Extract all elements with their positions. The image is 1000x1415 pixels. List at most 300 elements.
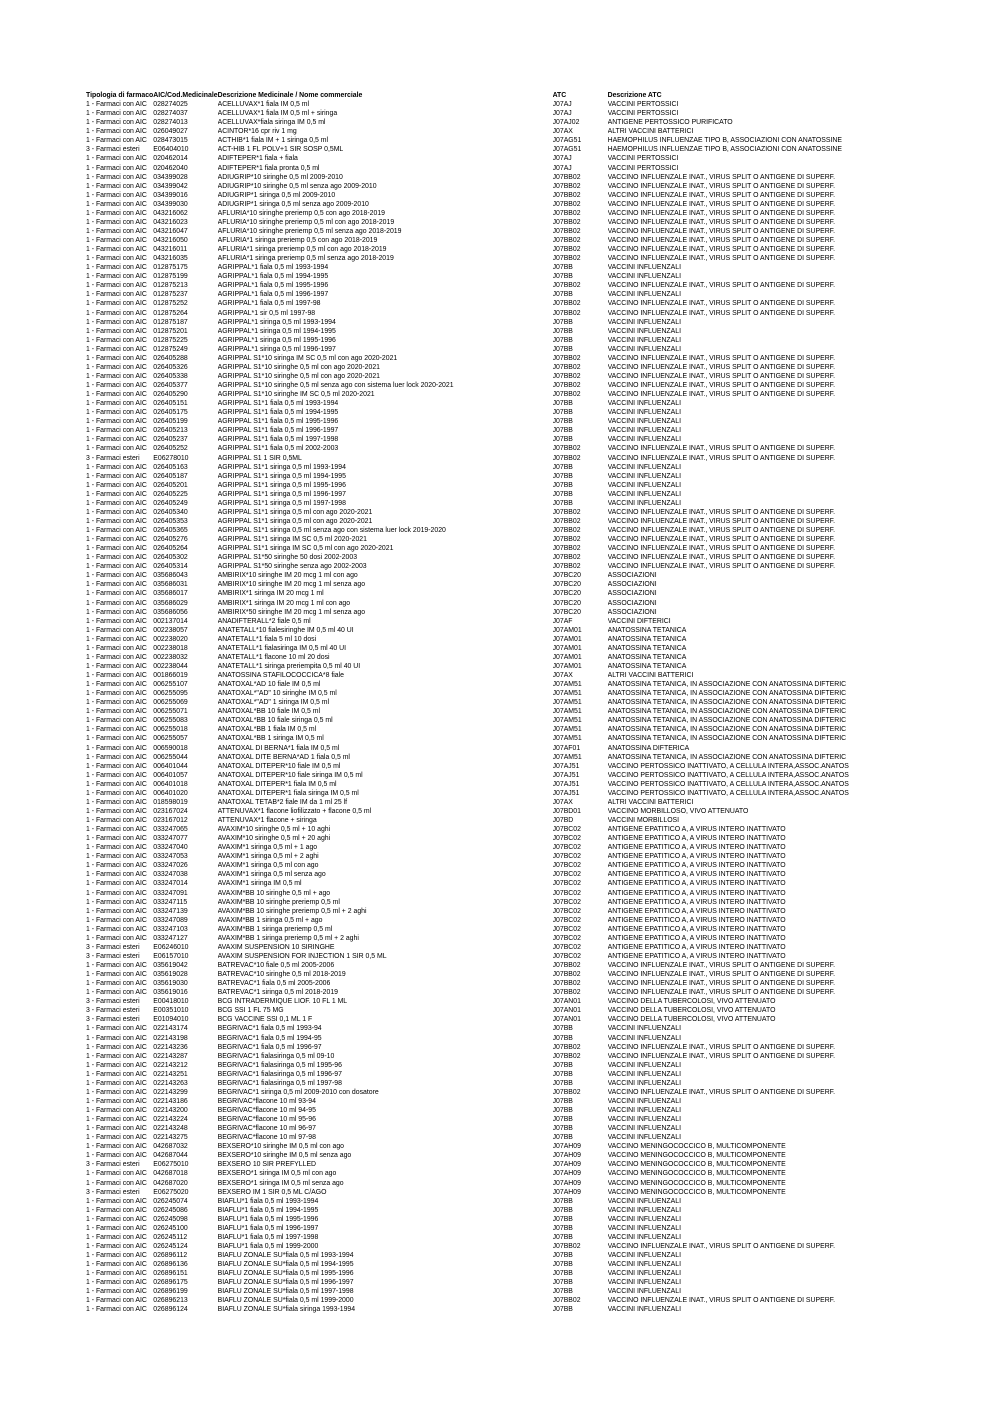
cell-descrizione-atc: ANATOSSINA TETANICA — [607, 662, 687, 670]
cell-descrizione-atc: VACCINO INFLUENZALE INAT., VIRUS SPLIT O ANTIGENE DI SUPERF. — [607, 200, 836, 208]
cell-aic: 043216023 — [153, 218, 188, 226]
cell-descrizione: ADIUGRIP*1 siringa 0,5 ml 2009-2010 — [217, 191, 336, 199]
cell-descrizione-atc: VACCINO INFLUENZALE INAT., VIRUS SPLIT O ANTIGENE DI SUPERF. — [607, 173, 836, 181]
cell-aic: 026405326 — [153, 363, 188, 371]
table-row — [86, 381, 948, 390]
cell-descrizione-atc: VACCINO MENINGOCOCCICO B, MULTICOMPONENTE — [607, 1188, 786, 1196]
cell-atc: J07BB02 — [552, 554, 581, 562]
cell-aic: 026405252 — [153, 445, 188, 453]
cell-descrizione-atc: ANTIGENE EPATITICO A, A VIRUS INTERO INATTIVATO — [607, 871, 786, 879]
cell-descrizione: ANATOXAL DITEPER*1 fiala siringa IM 0,5 ml — [217, 789, 359, 797]
table-row — [86, 290, 948, 299]
table-row — [86, 599, 948, 608]
table-row — [86, 544, 948, 553]
cell-atc: J07AN01 — [552, 1016, 581, 1024]
cell-descrizione: BIAFLU*1 fiala 0,5 ml 1995-1996 — [217, 1215, 319, 1223]
cell-descrizione: AGRIPPAL*1 sir 0,5 ml 1997-98 — [217, 309, 316, 317]
cell-descrizione-atc: VACCINO MENINGOCOCCICO B, MULTICOMPONENTE — [607, 1161, 786, 1169]
cell-descrizione: AGRIPPAL S1*1 siringa 0,5 ml con ago 2020-2021 — [217, 517, 373, 525]
table-row — [86, 535, 948, 544]
cell-atc: J07BD01 — [552, 807, 581, 815]
cell-aic: 026896112 — [153, 1252, 188, 1259]
cell-descrizione: AGRIPPAL S1*10 siringa IM SC 0,5 ml con ago 2020-2021 — [217, 354, 398, 362]
cell-descrizione: BATREVAC*10 fiale 0,5 ml 2005-2006 — [217, 962, 335, 969]
cell-atc: J07BB02 — [552, 354, 581, 362]
cell-aic: 006255095 — [153, 690, 188, 698]
table-row — [86, 526, 948, 535]
cell-aic: 035686031 — [153, 581, 188, 589]
cell-tipologia: 1 - Farmaci con AIC — [86, 237, 147, 244]
cell-atc: J07BB — [552, 463, 573, 471]
cell-descrizione-atc: ANATOSSINA TETANICA — [607, 653, 687, 661]
cell-descrizione-atc: VACCINI INFLUENZALI — [607, 409, 681, 417]
cell-tipologia: 1 - Farmaci con AIC — [86, 318, 147, 326]
cell-aic: 022143299 — [153, 1088, 188, 1096]
cell-tipologia: 1 - Farmaci con AIC — [86, 273, 147, 281]
cell-descrizione: ANATOXAL*BB 1 siringa IM 0,5 ml — [217, 735, 324, 743]
cell-aic: 035619030 — [153, 980, 188, 988]
cell-descrizione-atc: ANATOSSINA TETANICA — [607, 635, 687, 643]
cell-descrizione: BEGRIVAC*flacone 10 ml 97-98 — [217, 1134, 316, 1142]
cell-descrizione: AVAXIM*BB 1 siringa 0,5 ml + ago — [217, 916, 323, 924]
cell-aic: 026405290 — [153, 391, 188, 399]
cell-descrizione: ANATETALL*1 flacone 10 ml 20 dosi — [217, 653, 330, 661]
cell-atc: J07BB02 — [552, 517, 581, 525]
cell-descrizione: ANATOXAL DITEPER*10 fiale siringa IM 0,5 ml — [217, 771, 363, 779]
cell-atc: J07BD — [552, 817, 574, 824]
cell-aic: 026405288 — [153, 354, 188, 362]
cell-tipologia: 1 - Farmaci con AIC — [86, 1025, 147, 1033]
cell-descrizione: ANADIFTERALL*2 fiale 0,5 ml — [217, 617, 311, 625]
cell-aic: 026405365 — [153, 527, 188, 534]
cell-aic: 002238018 — [153, 644, 188, 652]
cell-descrizione-atc: VACCINO INFLUENZALE INAT., VIRUS SPLIT O ANTIGENE DI SUPERF. — [607, 1052, 836, 1060]
cell-atc: J07BB — [552, 490, 573, 498]
table-row — [86, 1097, 948, 1106]
cell-atc: J07AM01 — [552, 662, 582, 670]
cell-descrizione-atc: VACCINO MORBILLOSO, VIVO ATTENUATO — [607, 807, 749, 815]
cell-aic: 026405338 — [153, 372, 188, 380]
cell-atc: J07AJ — [552, 164, 572, 172]
cell-descrizione-atc: VACCINI INFLUENZALI — [607, 264, 681, 272]
table-row — [86, 1034, 948, 1043]
cell-descrizione: AGRIPPAL S1*1 fiala 0,5 ml 2002-2003 — [217, 445, 339, 453]
cell-tipologia: 1 - Farmaci con AIC — [86, 880, 147, 888]
cell-aic: 022143248 — [153, 1125, 188, 1133]
cell-descrizione-atc: ANTIGENE EPATITICO A, A VIRUS INTERO INATTIVATO — [607, 862, 786, 870]
column-header-descrizione-atc: Descrizione ATC — [607, 92, 662, 99]
cell-tipologia: 1 - Farmaci con AIC — [86, 463, 147, 471]
cell-aic: 042687020 — [153, 1179, 188, 1187]
cell-aic: 043216050 — [153, 237, 188, 244]
cell-aic: 022143275 — [153, 1134, 188, 1142]
cell-descrizione-atc: VACCINO INFLUENZALE INAT., VIRUS SPLIT O ANTIGENE DI SUPERF. — [607, 971, 836, 979]
cell-tipologia: 1 - Farmaci con AIC — [86, 826, 147, 834]
cell-atc: J07BB02 — [552, 989, 581, 997]
cell-atc: J07AJ51 — [552, 789, 580, 797]
cell-atc: J07BB — [552, 1025, 573, 1033]
cell-aic: 006255057 — [153, 735, 188, 743]
cell-descrizione: ANATOXAL*"AD" 1 siringa IM 0,5 ml — [217, 699, 330, 707]
cell-atc: J07BB02 — [552, 209, 581, 217]
cell-descrizione: AGRIPPAL S1*1 fiala 0,5 ml 1993-1994 — [217, 400, 339, 408]
cell-descrizione: ANATOXAL DITEPER*1 fiala IM 0,5 ml — [217, 780, 337, 788]
cell-descrizione: AGRIPPAL S1*10 siringhe 0,5 ml senza ago con sistema luer lock 2020-2021 — [217, 382, 454, 389]
cell-atc: J07BB — [552, 436, 573, 444]
cell-descrizione: AMBIRIX*1 siringa IM 20 mcg 1 ml — [217, 590, 324, 598]
cell-tipologia: 1 - Farmaci con AIC — [86, 925, 147, 933]
table-row — [86, 182, 948, 191]
cell-tipologia: 1 - Farmaci con AIC — [86, 445, 147, 453]
cell-tipologia: 1 - Farmaci con AIC — [86, 1279, 147, 1287]
cell-tipologia: 1 - Farmaci con AIC — [86, 1070, 147, 1078]
cell-aic: 023167024 — [153, 807, 188, 815]
cell-aic: 033247065 — [153, 826, 188, 834]
cell-descrizione: AFLURIA*10 siringhe preriemp 0,5 con ago 2018-2019 — [217, 209, 385, 217]
table-row — [86, 173, 948, 182]
cell-descrizione: ATTENUVAX*1 flacone liofilizzato + flacone 0,5 ml — [217, 807, 372, 815]
cell-descrizione: BIAFLU*1 fiala 0,5 ml 1997-1998 — [217, 1233, 319, 1241]
cell-aic: 022143236 — [153, 1043, 188, 1051]
table-row — [86, 653, 948, 662]
cell-atc: J07AH09 — [552, 1188, 581, 1196]
cell-atc: J07AM01 — [552, 644, 582, 652]
cell-aic: 043216047 — [153, 227, 188, 235]
cell-descrizione-atc: ASSOCIAZIONI — [607, 599, 657, 607]
cell-descrizione-atc: VACCINI INFLUENZALI — [607, 481, 681, 489]
cell-tipologia: 1 - Farmaci con AIC — [86, 1252, 147, 1259]
table-row — [86, 1024, 948, 1033]
cell-descrizione: AGRIPPAL*1 fiala 0,5 ml 1997-98 — [217, 300, 321, 308]
cell-descrizione-atc: VACCINI INFLUENZALI — [607, 1233, 681, 1241]
table-row — [86, 979, 948, 988]
cell-atc: J07BB02 — [552, 391, 581, 399]
cell-descrizione: BATREVAC*1 fiala 0,5 ml 2005-2006 — [217, 980, 331, 988]
cell-descrizione-atc: VACCINO INFLUENZALE INAT., VIRUS SPLIT O ANTIGENE DI SUPERF. — [607, 246, 836, 254]
cell-descrizione: AVAXIM*BB 1 siringa preriemp 0,5 ml — [217, 925, 333, 933]
cell-atc: J07BB — [552, 409, 573, 417]
cell-descrizione: ANATOXAL*BB 10 fiale IM 0,5 ml — [217, 708, 320, 716]
cell-tipologia: 3 - Farmaci esteri — [86, 1188, 140, 1196]
cell-descrizione: AFLURIA*10 siringhe preriemp 0,5 ml senza ago 2018-2019 — [217, 227, 402, 235]
table-row — [86, 789, 948, 798]
cell-aic: 012875199 — [153, 273, 188, 281]
cell-tipologia: 1 - Farmaci con AIC — [86, 726, 147, 734]
table-row — [86, 1142, 948, 1151]
table-row — [86, 236, 948, 245]
cell-aic: 026896175 — [153, 1279, 188, 1287]
table-row — [86, 1188, 948, 1197]
table-row — [86, 807, 948, 816]
cell-atc: J07BB — [552, 1034, 573, 1042]
table-row — [86, 834, 948, 843]
cell-aic: 026405302 — [153, 554, 188, 562]
cell-aic: 012875264 — [153, 309, 188, 317]
cell-descrizione: BIAFLU ZONALE SU*fiala 0,5 ml 1997-1998 — [217, 1288, 354, 1296]
table-row — [86, 490, 948, 499]
cell-atc: J07AJ51 — [552, 771, 580, 779]
cell-aic: 033247014 — [153, 880, 188, 888]
cell-aic: 033247127 — [153, 934, 188, 942]
cell-tipologia: 1 - Farmaci con AIC — [86, 780, 147, 788]
cell-atc: J07BB — [552, 1270, 573, 1278]
cell-aic: 035686056 — [153, 608, 188, 616]
cell-atc: J07BC02 — [552, 835, 581, 843]
cell-descrizione: ANATETALL*1 fiala 5 ml 10 dosi — [217, 635, 317, 643]
cell-descrizione: BEGRIVAC*1 fiala 0,5 ml 1996-97 — [217, 1043, 322, 1051]
cell-descrizione-atc: VACCINI INFLUENZALI — [607, 1134, 681, 1142]
cell-descrizione: BEGRIVAC*1 fiala 0,5 ml 1994-95 — [217, 1034, 322, 1042]
table-sheet — [86, 91, 948, 1314]
cell-aic: 026245086 — [153, 1206, 188, 1214]
cell-tipologia: 1 - Farmaci con AIC — [86, 436, 147, 444]
cell-aic: 022143174 — [153, 1025, 188, 1033]
cell-atc: J07BB02 — [552, 1043, 581, 1051]
cell-descrizione-atc: ANATOSSINA TETANICA, IN ASSOCIAZIONE CON ANATOSSINA DIFTERIC — [607, 690, 847, 698]
table-row — [86, 898, 948, 907]
cell-aic: 026405377 — [153, 382, 188, 389]
cell-descrizione-atc: VACCINI INFLUENZALI — [607, 1116, 681, 1124]
column-header-descrizione: Descrizione Medicinale / Nome commerciale — [217, 92, 363, 99]
cell-descrizione: AGRIPPAL S1*1 siringa 0,5 ml 1996-1997 — [217, 490, 346, 498]
cell-aic: 022143287 — [153, 1052, 188, 1060]
cell-tipologia: 1 - Farmaci con AIC — [86, 110, 147, 118]
cell-descrizione-atc: ANATOSSINA DIFTERICA — [607, 744, 690, 752]
table-row — [86, 988, 948, 997]
cell-descrizione: AGRIPPAL S1*1 siringa 0,5 ml con ago 2020-2021 — [217, 508, 373, 516]
cell-descrizione-atc: VACCINO DELLA TUBERCOLOSI, VIVO ATTENUATO — [607, 1016, 776, 1024]
table-row — [86, 227, 948, 236]
cell-atc: J07BB02 — [552, 527, 581, 534]
cell-descrizione-atc: VACCINO PERTOSSICO INATTIVATO, A CELLULA INTERA,ASSOC.ANATOS — [607, 780, 849, 788]
cell-descrizione-atc: VACCINI INFLUENZALI — [607, 427, 681, 435]
cell-descrizione-atc: VACCINO INFLUENZALE INAT., VIRUS SPLIT O ANTIGENE DI SUPERF. — [607, 382, 836, 389]
cell-descrizione: BEGRIVAC*flacone 10 ml 96-97 — [217, 1125, 316, 1133]
cell-descrizione-atc: ASSOCIAZIONI — [607, 608, 657, 616]
cell-descrizione: AMBIRIX*50 siringhe IM 20 mcg 1 ml senza ago — [217, 608, 366, 616]
cell-descrizione-atc: VACCINO INFLUENZALE INAT., VIRUS SPLIT O ANTIGENE DI SUPERF. — [607, 989, 836, 997]
cell-descrizione: BEXSERO*1 siringa IM 0,5 ml con ago — [217, 1170, 337, 1178]
table-row — [86, 272, 948, 281]
cell-tipologia: 1 - Farmaci con AIC — [86, 744, 147, 752]
cell-aic: 043216035 — [153, 255, 188, 263]
cell-descrizione-atc: ASSOCIAZIONI — [607, 572, 657, 580]
cell-atc: J07BB02 — [552, 971, 581, 979]
table-row — [86, 417, 948, 426]
cell-atc: J07AG51 — [552, 146, 582, 154]
cell-aic: 006255069 — [153, 699, 188, 707]
cell-descrizione-atc: VACCINO MENINGOCOCCICO B, MULTICOMPONENTE — [607, 1143, 786, 1151]
cell-descrizione-atc: ANTIGENE EPATITICO A, A VIRUS INTERO INATTIVATO — [607, 844, 786, 852]
cell-aic: 034399016 — [153, 191, 188, 199]
cell-atc: J07AM51 — [552, 690, 582, 698]
cell-atc: J07BB — [552, 1288, 573, 1296]
cell-tipologia: 1 - Farmaci con AIC — [86, 481, 147, 489]
cell-aic: 026245074 — [153, 1197, 188, 1205]
cell-descrizione: AGRIPPAL*1 siringa 0,5 ml 1995-1996 — [217, 336, 336, 344]
cell-tipologia: 3 - Farmaci esteri — [86, 998, 140, 1006]
cell-descrizione: AFLURIA*1 siringa preriemp 0,5 ml senza ago 2018-2019 — [217, 255, 394, 263]
cell-descrizione: ADIFTEPER*1 fiala pronta 0,5 ml — [217, 164, 320, 172]
cell-descrizione: AVAXIM SUSPENSION 10 SIRINGHE — [217, 943, 335, 951]
cell-descrizione-atc: VACCINI INFLUENZALI — [607, 291, 681, 299]
cell-aic: 043216011 — [153, 246, 188, 254]
table-row — [86, 1106, 948, 1115]
cell-descrizione: BATREVAC*1 siringa 0,5 ml 2018-2019 — [217, 989, 338, 997]
cell-descrizione-atc: VACCINI INFLUENZALI — [607, 345, 681, 353]
cell-descrizione: ANATETALL*10 fialesiringhe IM 0,5 ml 40 UI — [217, 626, 354, 634]
table-row — [86, 635, 948, 644]
table-row — [86, 1233, 948, 1242]
cell-aic: 026245100 — [153, 1224, 188, 1232]
table-row — [86, 970, 948, 979]
cell-descrizione: ACELLUVAX*1 fiala IM 0,5 ml — [217, 101, 309, 109]
cell-aic: 026049027 — [153, 128, 188, 136]
cell-descrizione: BEGRIVAC*1 fialasiringa 0,5 ml 1997-98 — [217, 1079, 342, 1087]
cell-descrizione-atc: VACCINO MENINGOCOCCICO B, MULTICOMPONENTE — [607, 1152, 786, 1160]
cell-descrizione-atc: ANTIGENE PERTOSSICO PURIFICATO — [607, 119, 733, 127]
cell-descrizione-atc: ANTIGENE EPATITICO A, A VIRUS INTERO INATTIVATO — [607, 889, 786, 897]
cell-tipologia: 1 - Farmaci con AIC — [86, 418, 147, 426]
cell-descrizione: AGRIPPAL*1 siringa 0,5 ml 1996-1997 — [217, 345, 336, 353]
cell-descrizione-atc: VACCINI INFLUENZALI — [607, 1197, 681, 1205]
table-row — [86, 145, 948, 154]
table-row — [86, 580, 948, 589]
cell-aic: E06275020 — [153, 1188, 189, 1196]
cell-tipologia: 1 - Farmaci con AIC — [86, 572, 147, 580]
cell-tipologia: 1 - Farmaci con AIC — [86, 209, 147, 217]
table-body — [86, 100, 948, 1314]
cell-tipologia: 1 - Farmaci con AIC — [86, 137, 147, 145]
cell-aic: 018598019 — [153, 798, 188, 806]
table-row — [86, 707, 948, 716]
cell-aic: 035619042 — [153, 962, 188, 969]
cell-descrizione-atc: ANATOSSINA TETANICA, IN ASSOCIAZIONE CON ANATOSSINA DIFTERIC — [607, 735, 847, 743]
cell-atc: J07BB — [552, 345, 573, 353]
cell-atc: J07BB — [552, 1306, 573, 1314]
cell-aic: 026405276 — [153, 536, 188, 544]
cell-atc: J07BB02 — [552, 309, 581, 317]
cell-aic: 012875252 — [153, 300, 188, 308]
cell-atc: J07AF01 — [552, 744, 581, 752]
table-row — [86, 363, 948, 372]
cell-descrizione: AVAXIM*1 siringa 0,5 ml + 2 aghi — [217, 853, 319, 861]
table-row — [86, 907, 948, 916]
cell-tipologia: 1 - Farmaci con AIC — [86, 472, 147, 480]
cell-aic: 006590018 — [153, 744, 188, 752]
table-row — [86, 1079, 948, 1088]
cell-tipologia: 1 - Farmaci con AIC — [86, 1061, 147, 1069]
cell-aic: 012875175 — [153, 264, 188, 272]
table-row — [86, 1169, 948, 1178]
cell-tipologia: 1 - Farmaci con AIC — [86, 753, 147, 761]
table-row — [86, 354, 948, 363]
cell-tipologia: 1 - Farmaci con AIC — [86, 200, 147, 208]
cell-descrizione: BEGRIVAC*1 siringa 0,5 ml 2009-2010 con dosatore — [217, 1088, 379, 1096]
table-row — [86, 435, 948, 444]
cell-aic: 028274025 — [153, 101, 188, 109]
cell-aic: 022143224 — [153, 1116, 188, 1124]
cell-descrizione-atc: ANATOSSINA TETANICA, IN ASSOCIAZIONE CON ANATOSSINA DIFTERIC — [607, 717, 847, 725]
cell-descrizione-atc: ANATOSSINA TETANICA, IN ASSOCIAZIONE CON ANATOSSINA DIFTERIC — [607, 708, 847, 716]
cell-aic: 026405314 — [153, 563, 188, 571]
table-row — [86, 1224, 948, 1233]
cell-aic: 033247139 — [153, 907, 188, 915]
cell-descrizione-atc: VACCINI INFLUENZALI — [607, 400, 681, 408]
cell-aic: 026896151 — [153, 1270, 188, 1278]
cell-descrizione: BCG INTRADERMIQUE LIOF. 10 FL 1 ML — [217, 998, 348, 1006]
cell-descrizione-atc: VACCINI INFLUENZALI — [607, 1061, 681, 1069]
cell-descrizione-atc: VACCINO DELLA TUBERCOLOSI, VIVO ATTENUATO — [607, 1007, 776, 1015]
cell-atc: J07AM01 — [552, 635, 582, 643]
table-header — [86, 91, 948, 100]
cell-atc: J07BB02 — [552, 363, 581, 371]
cell-descrizione-atc: VACCINO PERTOSSICO INATTIVATO, A CELLULA INTERA,ASSOC.ANATOS — [607, 762, 849, 770]
cell-descrizione: BEGRIVAC*flacone 10 ml 93-94 — [217, 1097, 316, 1105]
cell-tipologia: 1 - Farmaci con AIC — [86, 617, 147, 625]
cell-descrizione-atc: ANTIGENE EPATITICO A, A VIRUS INTERO INATTIVATO — [607, 880, 786, 888]
cell-atc: J07AM01 — [552, 653, 582, 661]
cell-tipologia: 1 - Farmaci con AIC — [86, 155, 147, 163]
cell-descrizione-atc: VACCINI INFLUENZALI — [607, 436, 681, 444]
table-row — [86, 399, 948, 408]
cell-descrizione: BIAFLU*1 fiala 0,5 ml 1994-1995 — [217, 1206, 319, 1214]
cell-tipologia: 1 - Farmaci con AIC — [86, 1125, 147, 1133]
cell-descrizione: AGRIPPAL*1 fiala 0,5 ml 1995-1996 — [217, 282, 329, 290]
cell-descrizione: BEGRIVAC*1 fialasiringa 0,5 ml 1996-97 — [217, 1070, 342, 1078]
cell-descrizione-atc: VACCINO MENINGOCOCCICO B, MULTICOMPONENTE — [607, 1170, 786, 1178]
cell-descrizione: AMBIRIX*1 siringa IM 20 mcg 1 ml con ago — [217, 599, 351, 607]
cell-tipologia: 1 - Farmaci con AIC — [86, 934, 147, 942]
cell-aic: 033247103 — [153, 925, 188, 933]
cell-aic: E01094010 — [153, 1016, 189, 1024]
cell-descrizione: AVAXIM*10 siringhe 0,5 ml + 10 aghi — [217, 826, 331, 834]
cell-descrizione: AVAXIM*BB 1 siringa preriemp 0,5 ml + 2 aghi — [217, 934, 359, 942]
cell-atc: J07AG51 — [552, 137, 582, 145]
cell-descrizione-atc: ANATOSSINA TETANICA, IN ASSOCIAZIONE CON ANATOSSINA DIFTERIC — [607, 726, 847, 734]
cell-tipologia: 1 - Farmaci con AIC — [86, 255, 147, 263]
cell-aic: 026405213 — [153, 427, 188, 435]
cell-descrizione-atc: VACCINO INFLUENZALE INAT., VIRUS SPLIT O ANTIGENE DI SUPERF. — [607, 255, 836, 263]
cell-atc: J07BC02 — [552, 907, 581, 915]
cell-atc: J07BB — [552, 318, 573, 326]
cell-aic: 012875201 — [153, 327, 188, 335]
cell-descrizione-atc: VACCINI INFLUENZALI — [607, 1107, 681, 1114]
cell-aic: 026405187 — [153, 472, 188, 480]
cell-descrizione-atc: ANTIGENE EPATITICO A, A VIRUS INTERO INATTIVATO — [607, 943, 786, 951]
cell-atc: J07AM51 — [552, 708, 582, 716]
cell-atc: J07BC02 — [552, 844, 581, 852]
cell-tipologia: 1 - Farmaci con AIC — [86, 871, 147, 879]
cell-descrizione: AVAXIM*1 siringa 0,5 ml con ago — [217, 862, 319, 870]
cell-aic: 033247077 — [153, 835, 188, 843]
cell-atc: J07BB — [552, 1134, 573, 1142]
table-row — [86, 263, 948, 272]
cell-descrizione: AGRIPPAL S1*10 siringhe 0,5 ml con ago 2020-2021 — [217, 372, 381, 380]
cell-descrizione-atc: VACCINI INFLUENZALI — [607, 1070, 681, 1078]
cell-descrizione-atc: VACCINO INFLUENZALE INAT., VIRUS SPLIT O ANTIGENE DI SUPERF. — [607, 182, 836, 190]
cell-aic: 028473015 — [153, 137, 188, 145]
cell-descrizione-atc: ANTIGENE EPATITICO A, A VIRUS INTERO INATTIVATO — [607, 826, 786, 834]
cell-tipologia: 1 - Farmaci con AIC — [86, 1215, 147, 1223]
cell-descrizione: AGRIPPAL S1*50 siringhe senza ago 2002-2003 — [217, 563, 367, 571]
cell-descrizione: AFLURIA*1 siringa preriemp 0,5 ml con ago 2018-2019 — [217, 246, 387, 254]
cell-aic: 034399042 — [153, 182, 188, 190]
table-row — [86, 508, 948, 517]
cell-descrizione-atc: ANTIGENE EPATITICO A, A VIRUS INTERO INATTIVATO — [607, 853, 786, 861]
cell-descrizione: AVAXIM*1 siringa 0,5 ml senza ago — [217, 871, 326, 879]
cell-descrizione: ACT-HIB 1 FL POLV+1 SIR SOSP 0,5ML — [217, 146, 344, 154]
